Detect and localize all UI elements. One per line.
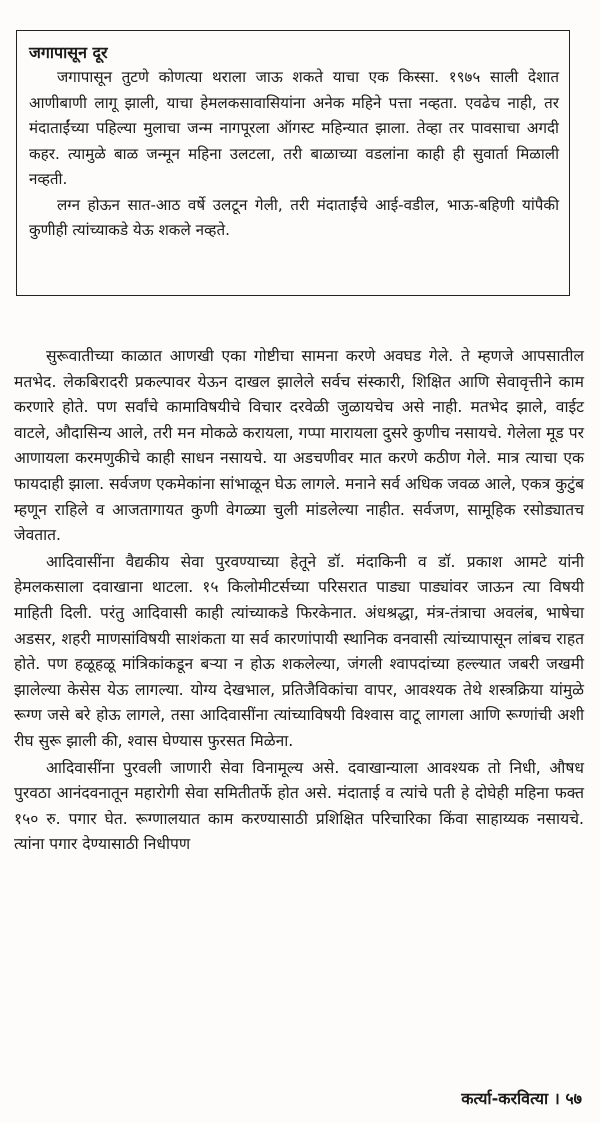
- body-paragraph: आदिवासींना वैद्यकीय सेवा पुरवण्याच्या हेतूने डॉ. मंदाकिनी व डॉ. प्रकाश आमटे यांनी हेमलकसाला दवाखाना थाटला. १५ किलोमीटर्सच्या परिसरात पाड्या पाड्यांवर जाऊन त्या विषयी माहिती दिली. परंतु आदिवासी काही त्यांच्याकडे फिरकेनात. अंधश्रद्धा, मंत्र-तंत्राचा अवलंब, भाषेचा अडसर, शहरी माणसांविषयी साशंकता या सर्व कारणांपायी स्थानिक वनवासी त्यांच्यापासून लांबच राहत होते. पण हळूहळू मांत्रिकांकडून बऱ्या न होऊ शकलेल्या, जंगली श्वापदांच्या हल्ल्यात जबरी जखमी झालेल्या केसेस येऊ लागल्या. योग्य देखभाल, प्रतिजैविकांचा वापर, आवश्यक तेथे शस्त्रक्रिया यांमुळे रूग्ण जसे बरे होऊ लागले, तसा आदिवासींना त्यांच्याविषयी विश्वास वाटू लागला आणि रूग्णांची अशी रीघ सुरू झाली की, श्वास घेण्यास फुरसत मिळेना.: [14, 552, 584, 750]
- main-text: [14, 344, 584, 859]
- body-paragraph: आदिवासींना पुरवली जाणारी सेवा विनामूल्य असे. दवाखान्याला आवश्यक तो निधी, औषध पुरवठा आनंदवनातून महारोगी सेवा समितीतर्फे होत असे. मंदाताई व त्यांचे पती हे दोघेही महिना फक्त १५० रु. पगार घेत. रूग्णालयात काम करण्यासाठी प्रशिक्षित परिचारिका किंवा साहाय्यक नसायचे. त्यांना पगार देण्यासाठी निधीपण: [14, 758, 584, 854]
- sidebar-box: [16, 30, 570, 296]
- box-paragraph: लग्न होऊन सात-आठ वर्षे उलटून गेली, तरी मंदाताईंचे आई-वडील, भाऊ-बहिणी यांपैकी कुणीही त्यांच्याकडे येऊ शकले नव्हते.: [29, 195, 559, 239]
- body-paragraph: सुरूवातीच्या काळात आणखी एका गोष्टीचा सामना करणे अवघड गेले. ते म्हणजे आपसातील मतभेद. लेकबिरादरी प्रकल्पावर येऊन दाखल झालेले सर्वच संस्कारी, शिक्षित आणि सेवावृत्तीने काम करणारे होते. पण सर्वांचे कामाविषयीचे विचार दरवेळी जुळायचेच असे नाही. मतभेद झाले, वाईट वाटले, औदासिन्य आले, तरी मन मोकळे करायला, गप्पा मारायला दुसरे कुणीच नसायचे. गेलेला मूड पर आणायला करमणुकीचे काही साधन नसायचे. या अडचणीवर मात करणे कठीण गेले. मात्र त्याचा एक फायदाही झाला. सर्वजण एकमेकांना सांभाळून घेऊ लागले. मनाने सर्व अधिक जवळ आले, एकत्र कुटुंब म्हणून राहिले व आजतागायत कुणी वेगळ्या चुली मांडलेल्या नाहीत. सर्वजण, सामूहिक रसोड्यातच जेवतात.: [14, 347, 584, 545]
- box-paragraph: जगापासून तुटणे कोणत्या थराला जाऊ शकते याचा एक किस्सा. १९७५ साली देशात आणीबाणी लागू झाली, याचा हेमलकसावासियांना अनेक महिने पत्ता नव्हता. एवढेच नाही, तर मंदाताईंच्या पहिल्या मुलाचा जन्म नागपूरला ऑगस्ट महिन्यात झाला. तेव्हा तर पावसाचा अगदी कहर. त्यामुळे बाळ जन्मून महिना उलटला, तरी बाळाच्या वडलांना काही ही सुवार्ता मिळाली नव्हती.: [29, 68, 559, 188]
- box-title: जगापासून दूर: [29, 43, 108, 62]
- page-footer: कर्त्या-करवित्या । ५७: [461, 1089, 582, 1108]
